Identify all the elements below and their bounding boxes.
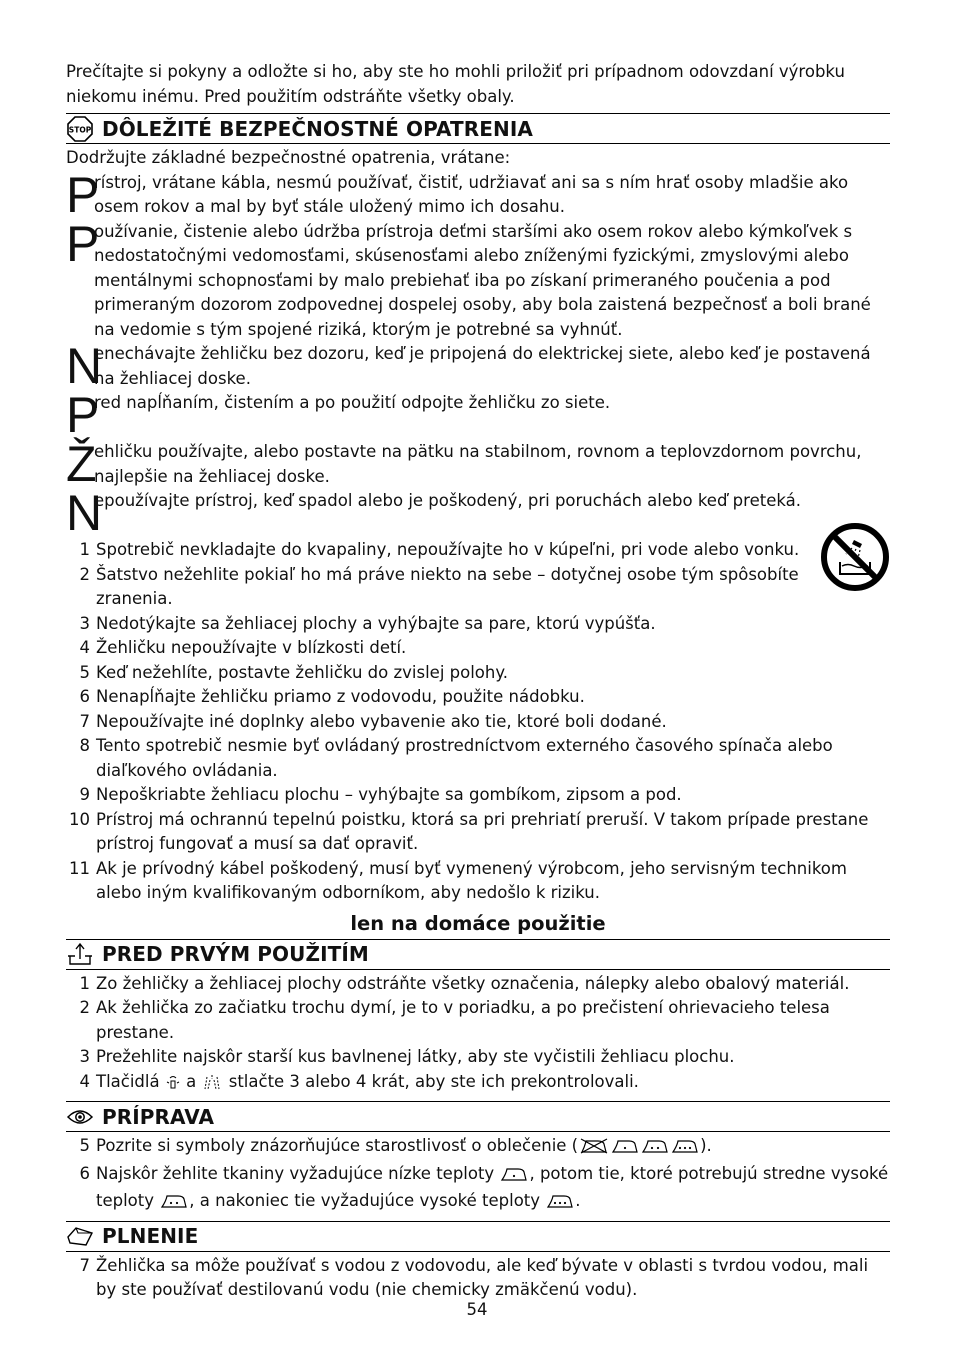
drop-paragraph	[66, 215, 890, 343]
list-item: 4 Žehličku nepoužívajte v blízkosti detí.	[79, 638, 407, 657]
drop-text: enechávajte žehličku bez dozoru, keď je pripojená do elektrickej siete, alebo keď je postavená na žehliacej doske.	[94, 344, 871, 388]
stop-icon	[66, 117, 94, 141]
safety-lead: Dodržujte základné bezpečnostné opatrenia, vrátane:	[66, 148, 511, 167]
list-item: 6 Najskôr žehlite tkaniny vyžadujúce nízke teploty , potom tie, ktoré potrebujú stredne vysoké teploty , a nakoniec tie vyžadujúce vysoké teploty .	[66, 1162, 890, 1217]
iron-high-icon	[670, 1137, 700, 1162]
list-item: 11 Ak je prívodný kábel poškodený, musí byť vymenený výrobcom, jeho servisným technikom alebo iným kvalifikovaným odborníkom, aby nedošlo k riziku.	[69, 858, 847, 902]
no-bathroom-use-icon	[820, 522, 890, 596]
drop-text: red napĺňaním, čistením a po použití odpojte žehličku zo siete.	[94, 393, 611, 412]
drop-cap: Ž	[66, 436, 97, 492]
no-iron-icon	[578, 1137, 610, 1162]
list-item: 3 Prežehlite najskôr starší kus bavlnenej látky, aby ste vyčistili žehliacu plochu.	[79, 1047, 735, 1066]
eye-icon	[66, 1105, 94, 1129]
list-item: 2 Šatstvo nežehlite pokiaľ ho má práve niekto na sebe – dotyčnej osobe tým spôsobíte zranenia.	[79, 564, 799, 608]
iron-medium-icon	[159, 1192, 189, 1217]
intro-text: Prečítajte si pokyny a odložte si ho, aby ste ho mohli priložiť pri prípadnom odovzdaní výrobku niekomu inému. Pred použitím odstráňte všetky obaly.	[66, 62, 845, 106]
iron-low-icon	[499, 1165, 529, 1190]
iron-low-icon	[610, 1137, 640, 1162]
iron-medium-icon	[640, 1137, 670, 1162]
fill-heading	[66, 1221, 890, 1252]
list-item: 1 Zo žehličky a žehliacej plochy odstráňte všetky označenia, nálepky alebo obalový materiál.	[79, 973, 850, 993]
unpack-box-icon	[66, 942, 94, 966]
drop-text: rístroj, vrátane kábla, nesmú používať, čistiť, udržiavať ani sa s ním hrať osoby mladšie ako osem rokov a mal by byť stále uložený mimo ich dosahu.	[94, 172, 849, 216]
manual-page	[66, 60, 890, 1303]
fill-title: PLNENIE	[102, 1224, 199, 1248]
fill-list	[66, 1254, 890, 1303]
list-item: 7 Nepoužívajte iné doplnky alebo vybavenie ako tie, ktoré boli dodané.	[79, 711, 667, 731]
safety-list	[66, 538, 890, 906]
list-item: 6 Nenapĺňajte žehličku priamo z vodovodu, použite nádobku.	[79, 687, 585, 706]
first-use-heading	[66, 939, 890, 970]
list-item: 1 Spotrebič nevkladajte do kvapaliny, nepoužívajte ho v kúpeľni, pri vode alebo vonku.	[79, 540, 800, 559]
drop-paragraph	[66, 166, 890, 223]
iron-high-icon	[545, 1192, 575, 1217]
prep-list	[66, 1134, 890, 1217]
first-use-list	[66, 972, 890, 1098]
drop-text: ehličku používajte, alebo postavte na pätku na stabilnom, rovnom a teplovzdornom povrchu, najlepšie na žehliacej doske.	[94, 442, 862, 486]
list-item: 5 Keď nežehlíte, postavte žehličku do zvislej polohy.	[79, 662, 509, 682]
drop-cap: P	[66, 166, 100, 223]
safety-title: DÔLEŽITÉ BEZPEČNOSTNÉ OPATRENIA	[102, 116, 533, 141]
domestic-use-note: len na domáce použitie	[350, 911, 606, 935]
drop-text: oužívanie, čistenie alebo údržba prístroja deťmi staršími ako osem rokov alebo kýmkoľvek s nedostatočnými vedomosťami, skúsenosťami alebo zníženými fyzickými, zmyslovými alebo mentálnymi schopnosťami by malo prebiehať iba po získaní primeraného poučenia a pod primeraným dozorom zodpovednej dospelej osoby, aby bola zaistená bezpečnosť a boli brané na vedomie s tým spojené riziká, ktorým je potrebné sa vyhnúť.	[94, 221, 871, 339]
list-item: 10 Prístroj má ochrannú tepelnú poistku, ktorá sa pri prehriatí preruší. V takom prípade prestane prístroj fungovať a musí sa dať opraviť.	[69, 809, 869, 853]
drop-cap: N	[66, 338, 103, 394]
list-item: 5 Pozrite si symboly znázorňujúce starostlivosť o oblečenie ( ).	[66, 1134, 890, 1162]
list-item: 2 Ak žehlička zo začiatku trochu dymí, je to v poriadku, a po prečistení ohrievacieho telesa prestane.	[79, 998, 830, 1042]
list-item: 9 Nepoškriabte žehliacu plochu – vyhýbajte sa gombíkom, zipsom a pod.	[79, 785, 682, 804]
water-tank-icon	[66, 1224, 94, 1248]
safety-heading	[66, 113, 890, 144]
drop-cap: P	[66, 387, 100, 443]
drop-cap: P	[66, 215, 100, 272]
drop-paragraph	[66, 338, 890, 394]
drop-text: epoužívajte prístroj, keď spadol alebo je poškodený, pri poruchách alebo keď preteká.	[94, 491, 801, 510]
list-item: 4 Tlačidlá a stlačte 3 alebo 4 krát, aby ste ich prekontrolovali.	[66, 1070, 890, 1098]
drop-paragraph	[66, 436, 890, 492]
drop-paragraph	[66, 387, 890, 443]
page-number: 54	[466, 1300, 488, 1319]
list-item: 8 Tento spotrebič nesmie byť ovládaný prostredníctvom externého časového spínača alebo diaľkového ovládania.	[79, 736, 833, 780]
prep-title: PRÍPRAVA	[102, 1104, 215, 1129]
spray-button-icon	[165, 1073, 181, 1098]
svg-text:STOP: STOP	[68, 125, 92, 134]
prep-heading	[66, 1101, 890, 1132]
first-use-title: PRED PRVÝM POUŽITÍM	[102, 942, 369, 966]
list-item: 3 Nedotýkajte sa žehliacej plochy a vyhýbajte sa pare, ktorú vypúšťa.	[79, 613, 656, 633]
list-item: 7 Žehlička sa môže používať s vodou z vodovodu, ale keď bývate v oblasti s tvrdou vodou, mali by ste používať destilovanú vodu (nie chemicky zmäkčenú vodu).	[79, 1255, 869, 1299]
steam-burst-icon	[201, 1073, 223, 1098]
drop-cap: N	[66, 485, 103, 541]
drop-paragraph	[66, 485, 890, 541]
